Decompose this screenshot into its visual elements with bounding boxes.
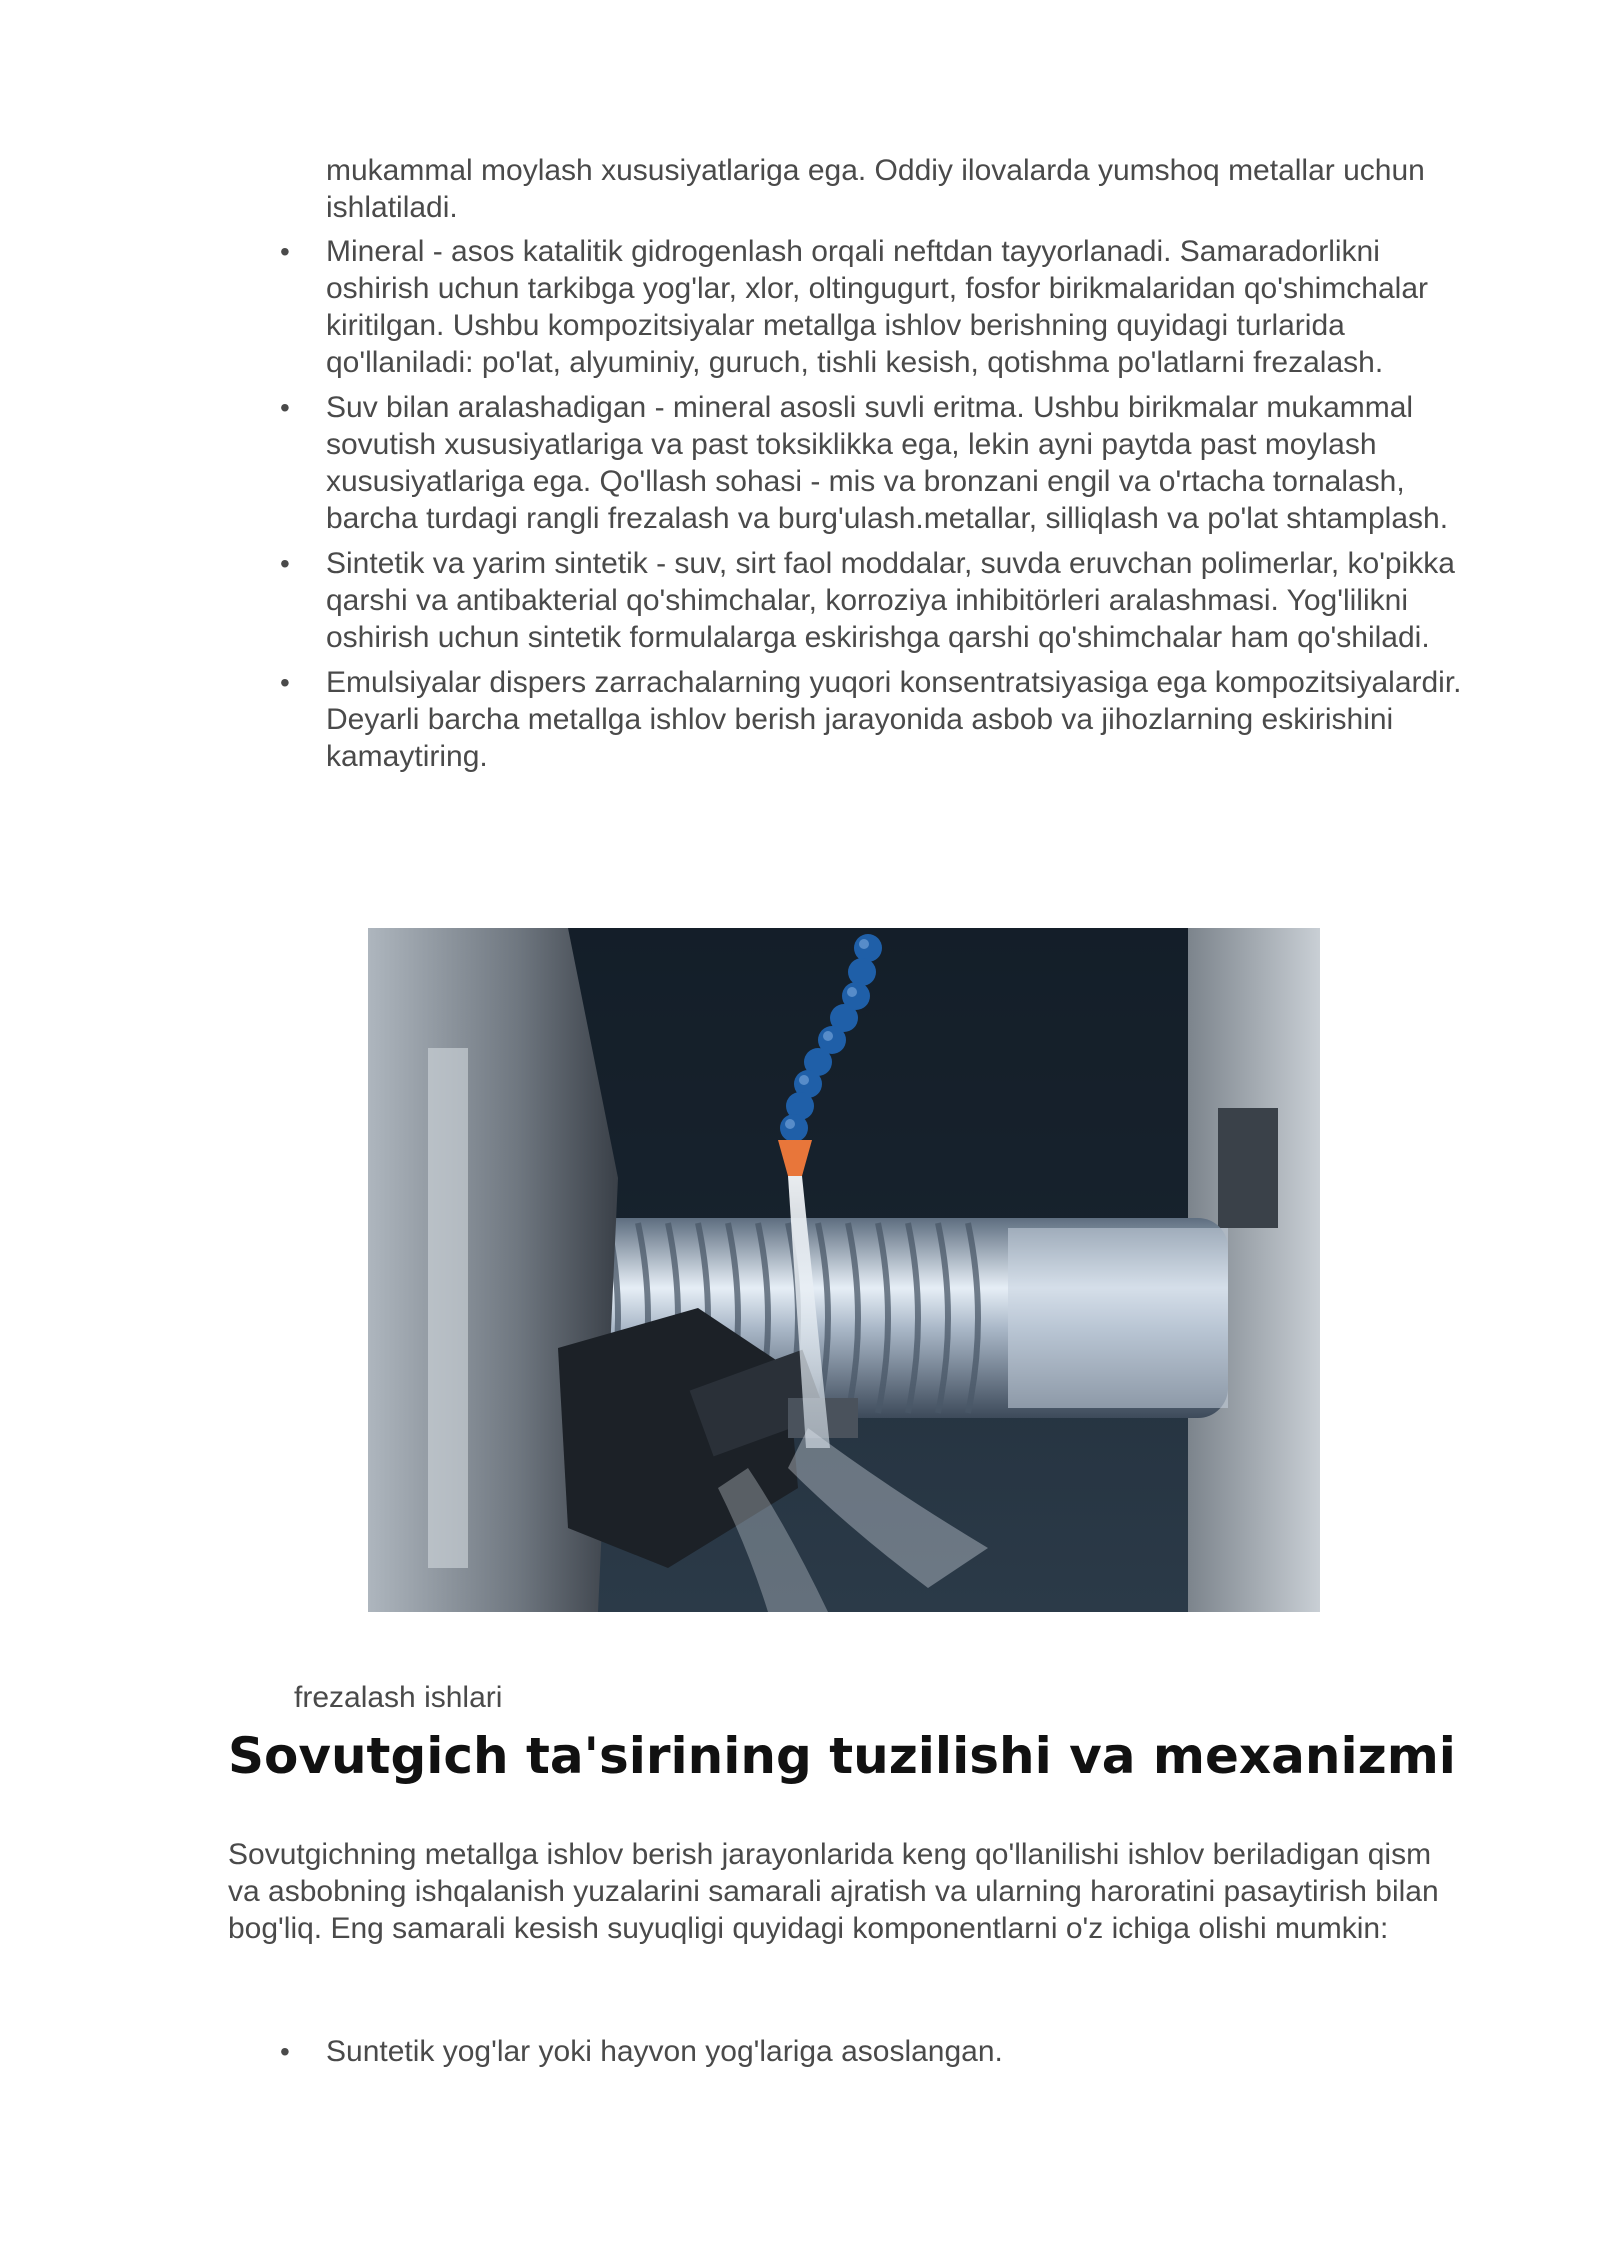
list-item [280,389,1486,537]
list-item-text: Suv bilan aralashadigan - mineral asosli suvli eritma. Ushbu birikmalar mukammal sovutish xususiyatlariga va past toksiklikka ega, lekin ayni paytda past moylash xususiyatlariga ega. Qo'llash sohasi - mis va bronzani engil va o'rtacha tornalash, barcha turdagi rangli frezalash va burg'ulash.metallar, silliqlash va po'lat shtamplash. [326,391,1449,535]
list-item-text: Mineral - asos katalitik gidrogenlash orqali neftdan tayyorlanadi. Samaradorlikni oshirish uchun tarkibga yog'lar, xlor, oltingugurt, fosfor birikmalaridan qo'shimchalar kiritilgan. Ushbu kompozitsiyalar metallga ishlov berishning quyidagi turlarida qo'llaniladi: po'lat, alyuminiy, guruch, tishli kesish, qotishma po'latlarni frezalash. [326,235,1429,379]
body-paragraph: Sovutgichning metallga ishlov berish jarayonlarida keng qo'llanilishi ishlov beriladigan qism va asbobning ishqalanish yuzalarini samarali ajratish va ularning haroratini pasaytirish bilan bog'liq. Eng samarali kesish suyuqligi quyidagi komponentlarni o'z ichiga olishi mumkin: [228,1838,1439,1945]
list-item-text: Sintetik va yarim sintetik - suv, sirt faol moddalar, suvda eruvchan polimerlar, ko'pikka qarshi va antibakterial qo'shimchalar, korroziya inhibitörleri aralashmasi. Yog'lilikni oshirish uchun sintetik formulalarga eskirishga qarshi qo'shimchalar ham qo'shiladi. [326,547,1455,654]
figure-caption: frezalash ishlari [294,1681,503,1714]
milling-photo [368,928,1320,1612]
components-list [280,2033,1486,2070]
fluid-types-list [280,233,1486,783]
list-item-text: Emulsiyalar dispers zarrachalarning yuqori konsentratsiyasiga ega kompozitsiyalardir. Deyarli barcha metallga ishlov berish jarayonida asbob va jihozlarning eskirishini kamaytiring. [326,666,1462,773]
continuation-text: mukammal moylash xususiyatlariga ega. Oddiy ilovalarda yumshoq metallar uchun ishlatiladi. [326,154,1425,224]
list-item [280,545,1486,656]
bullet-icon: • [280,2036,290,2067]
section-heading: Sovutgich ta'sirining tuzilishi va mexanizmi [228,1727,1456,1785]
bullet-icon: • [280,667,290,698]
list-item [280,2033,1486,2070]
bullet-icon: • [280,392,290,423]
list-item [280,664,1486,775]
bullet-icon: • [280,236,290,267]
list-item [280,233,1486,381]
list-item-text: Suntetik yog'lar yoki hayvon yog'lariga asoslangan. [326,2035,1003,2068]
bullet-icon: • [280,548,290,579]
